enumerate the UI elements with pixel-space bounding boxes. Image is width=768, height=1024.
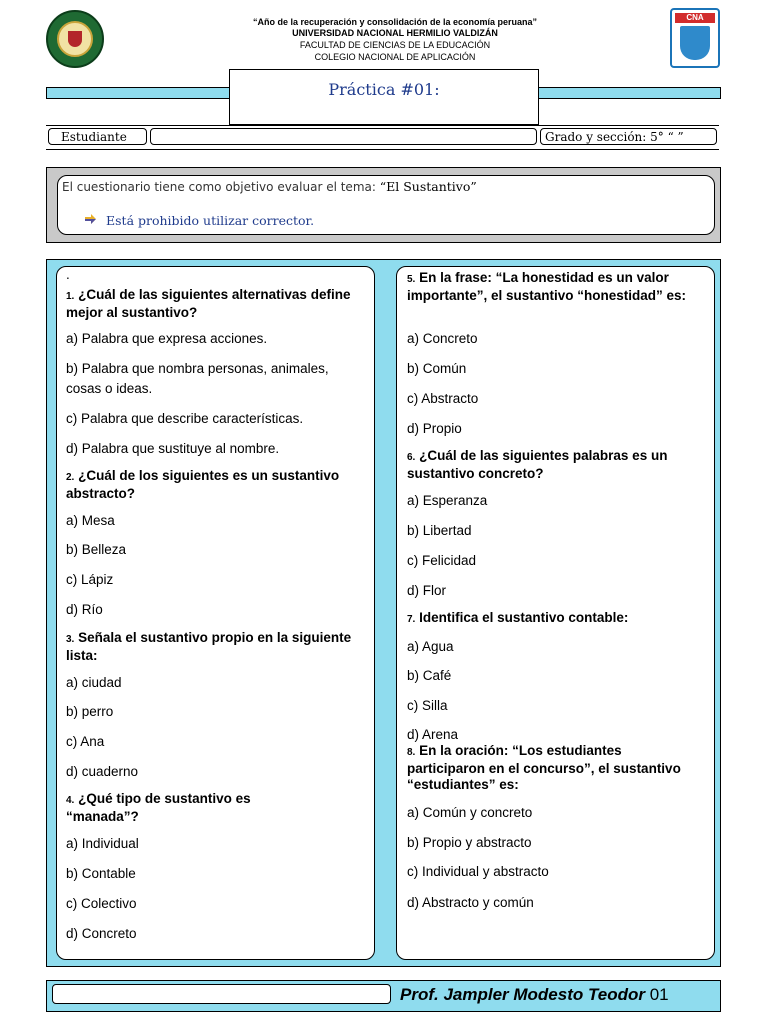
- university-name: UNIVERSIDAD NACIONAL HERMILIO VALDIZÁN: [292, 28, 498, 38]
- option-1a[interactable]: a) Palabra que expresa acciones.: [66, 331, 268, 346]
- option-8d[interactable]: d) Abstracto y común: [407, 895, 534, 910]
- option-5b[interactable]: b) Común: [407, 361, 467, 376]
- question-text: ¿Cuál de los siguientes es un sustantivo abstracto?: [66, 468, 340, 501]
- option-7d[interactable]: d) Arena: [407, 727, 459, 742]
- question-text: ¿Cuál de las siguientes alternativas define mejor al sustantivo?: [66, 287, 351, 320]
- option-8b[interactable]: b) Propio y abstracto: [407, 835, 532, 850]
- grade-section-field[interactable]: Grado y sección: 5° “ ”: [540, 128, 717, 145]
- question-text: En la frase: “La honestidad es un valor importante”, el sustantivo “honestidad” es:: [407, 270, 687, 303]
- professor-name: Prof. Jampler Modesto Teodor: [400, 985, 645, 1004]
- option-1d[interactable]: d) Palabra que sustituye al nombre.: [66, 441, 280, 456]
- option-5d[interactable]: d) Propio: [407, 421, 462, 436]
- arrow-bullet-icon: [85, 213, 97, 225]
- option-6c[interactable]: c) Felicidad: [407, 553, 477, 568]
- option-7c[interactable]: c) Silla: [407, 698, 448, 713]
- option-8c[interactable]: c) Individual y abstracto: [407, 864, 549, 879]
- question-8: [407, 743, 697, 793]
- student-label: Estudiante: [48, 128, 147, 145]
- option-6d[interactable]: d) Flor: [407, 583, 447, 598]
- question-number: 6.: [407, 452, 416, 463]
- option-6a[interactable]: a) Esperanza: [407, 493, 488, 508]
- question-7: [407, 610, 707, 628]
- question-number: 3.: [66, 634, 75, 645]
- option-4c[interactable]: c) Colectivo: [66, 896, 137, 911]
- question-5: [407, 270, 687, 304]
- objective-text: El cuestionario tiene como objetivo evaluar el tema:: [62, 180, 376, 194]
- objective-text-line: [62, 179, 477, 194]
- question-text: ¿Cuál de las siguientes palabras es un sustantivo concreto?: [407, 448, 668, 481]
- question-6: [407, 448, 697, 482]
- page-number: 01: [649, 985, 669, 1004]
- question-1: [66, 287, 366, 321]
- cna-logo-text: CNA: [675, 13, 715, 23]
- practice-title: Práctica #01:: [328, 80, 440, 99]
- title-box: [229, 69, 539, 125]
- option-7a[interactable]: a) Agua: [407, 639, 454, 654]
- objective-rule: Está prohibido utilizar corrector.: [106, 213, 315, 228]
- question-number: 1.: [66, 291, 75, 302]
- faculty-name: FACULTAD DE CIENCIAS DE LA EDUCACIÓN: [299, 40, 491, 50]
- option-1b[interactable]: b) Palabra que nombra personas, animales, cosas o ideas.: [66, 361, 329, 396]
- option-2d[interactable]: d) Río: [66, 602, 103, 617]
- option-4b[interactable]: b) Contable: [66, 866, 136, 881]
- option-2a[interactable]: a) Mesa: [66, 513, 115, 528]
- question-number: 7.: [407, 614, 416, 625]
- option-4a[interactable]: a) Individual: [66, 836, 139, 851]
- option-8a[interactable]: a) Común y concreto: [407, 805, 533, 820]
- question-2: [66, 468, 366, 502]
- option-5c[interactable]: c) Abstracto: [407, 391, 479, 406]
- question-text: En la oración: “Los estudiantes participaron en el concurso”, el sustantivo “estudiantes” es:: [407, 743, 681, 792]
- objective-topic: “El Sustantivo”: [379, 179, 477, 194]
- question-text: Identifica el sustantivo contable:: [419, 610, 629, 625]
- footer-professor: [400, 985, 669, 1005]
- option-2c[interactable]: c) Lápiz: [66, 572, 114, 587]
- question-number: 8.: [407, 747, 416, 758]
- option-3d[interactable]: d) cuaderno: [66, 764, 139, 779]
- year-motto: “Año de la recuperación y consolidación de la economía peruana”: [252, 17, 538, 27]
- question-3: [66, 630, 366, 664]
- question-number: 4.: [66, 795, 75, 806]
- option-5a[interactable]: a) Concreto: [407, 331, 478, 346]
- option-4d[interactable]: d) Concreto: [66, 926, 137, 941]
- question-text: ¿Qué tipo de sustantivo es “manada”?: [66, 791, 251, 824]
- question-number: 2.: [66, 472, 75, 483]
- option-3a[interactable]: a) ciudad: [66, 675, 122, 690]
- option-2b[interactable]: b) Belleza: [66, 542, 127, 557]
- student-name-field[interactable]: [150, 128, 537, 145]
- question-4: [66, 791, 306, 825]
- school-name: COLEGIO NACIONAL DE APLICACIÓN: [314, 52, 476, 62]
- university-seal-logo: [46, 10, 104, 68]
- option-3c[interactable]: c) Ana: [66, 734, 105, 749]
- option-1c[interactable]: c) Palabra que describe características.: [66, 411, 304, 426]
- cna-logo: [670, 8, 720, 68]
- footer-blank-field[interactable]: [52, 984, 391, 1004]
- option-6b[interactable]: b) Libertad: [407, 523, 472, 538]
- stray-dot: .: [66, 267, 70, 282]
- question-text: Señala el sustantivo propio en la siguiente lista:: [66, 630, 352, 663]
- option-7b[interactable]: b) Café: [407, 668, 452, 683]
- option-3b[interactable]: b) perro: [66, 704, 114, 719]
- question-number: 5.: [407, 274, 416, 285]
